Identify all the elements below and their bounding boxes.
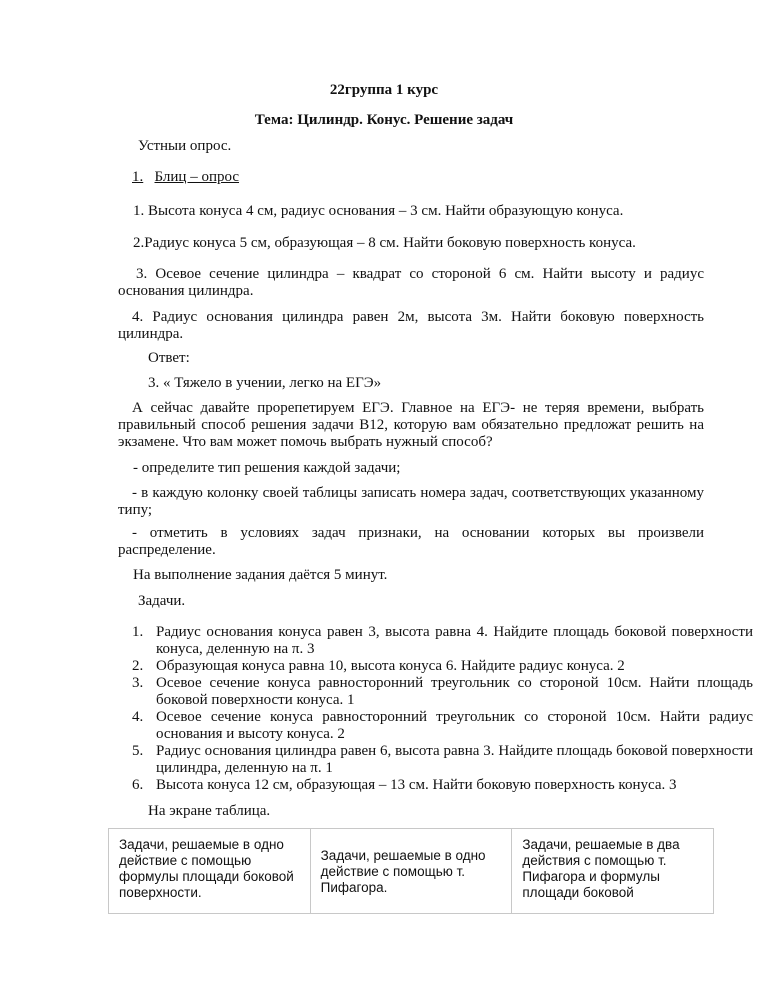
instruction-1: - определите тип решения каждой задачи;	[133, 460, 401, 476]
list-item-text: Осевое сечение конуса равносторонний треугольник со стороной 10см. Найти радиус основания и высоту конуса. 2	[156, 709, 753, 742]
list-item-text: Радиус основания цилиндра равен 6, высота равна 3. Найдите площадь боковой поверхности цилиндра, деленную на π. 1	[156, 743, 753, 776]
table-row	[109, 829, 714, 914]
section-3-intro: А сейчас давайте прорепетируем ЕГЭ. Главное на ЕГЭ- не теряя времени, выбрать правильный способ решения задачи В12, которую вам обязательно предложат решить на экзамене. Что вам может помочь выбрать нужный способ?	[118, 400, 704, 450]
list-item-text: Образующая конуса равна 10, высота конуса 6. Найдите радиус конуса. 2	[156, 658, 625, 674]
topic-heading: Тема: Цилиндр. Конус. Решение задач	[254, 112, 514, 128]
list-item-number: 3.	[132, 675, 144, 691]
tasks-title: Задачи.	[138, 593, 186, 609]
answer-label: Ответ:	[148, 350, 190, 366]
blitz-label: Блиц – опрос	[154, 169, 240, 185]
list-item	[132, 624, 753, 658]
list-item-number: 4.	[132, 709, 144, 725]
classification-table	[108, 828, 714, 914]
table-cell-one-step-pythagoras: Задачи, решаемые в одно действие с помощью т. Пифагора.	[310, 829, 512, 914]
list-item	[132, 709, 753, 743]
list-item-text: Осевое сечение конуса равносторонний треугольник со стороной 10см. Найти площадь боковой поверхности конуса. 1	[156, 675, 753, 708]
table-cell-two-step: Задачи, решаемые в два действия с помощью т. Пифагора и формулы площади боковой	[512, 829, 714, 914]
question-1: 1. Высота конуса 4 см, радиус основания – 3 см. Найти образующую конуса.	[133, 203, 624, 219]
list-item	[132, 777, 753, 794]
list-item-number: 2.	[132, 658, 144, 674]
blitz-number: 1.	[132, 169, 144, 185]
oral-survey-title: Устныи опрос.	[138, 138, 232, 154]
table-cell-one-step-area: Задачи, решаемые в одно действие с помощью формулы площади боковой поверхности.	[109, 829, 311, 914]
list-item-text: Радиус основания конуса равен 3, высота равна 4. Найдите площадь боковой поверхности конуса, деленную на π. 3	[156, 624, 753, 657]
instruction-2: - в каждую колонку своей таблицы записать номера задач, соответствующих указанному типу;	[118, 485, 704, 518]
task-list	[116, 624, 753, 794]
list-item	[132, 743, 753, 777]
instruction-3: - отметить в условиях задач признаки, на основании которых вы произвели распределение.	[118, 525, 704, 558]
question-2: 2.Радиус конуса 5 см, образующая – 8 см. Найти боковую поверхность конуса.	[133, 235, 636, 251]
list-item-number: 1.	[132, 624, 144, 640]
section-3-title: 3. « Тяжело в учении, легко на ЕГЭ»	[148, 375, 382, 391]
screen-table-label: На экране таблица.	[148, 803, 271, 819]
list-item	[132, 658, 753, 675]
time-limit: На выполнение задания даётся 5 минут.	[133, 567, 388, 583]
list-item	[132, 675, 753, 709]
blitz-heading	[132, 169, 239, 186]
group-heading: 22группа 1 курс	[329, 82, 439, 98]
question-3: 3. Осевое сечение цилиндра – квадрат со стороной 6 см. Найти высоту и радиус основания цилиндра.	[118, 266, 704, 299]
list-item-number: 5.	[132, 743, 144, 759]
list-item-text: Высота конуса 12 см, образующая – 13 см. Найти боковую поверхность конуса. 3	[156, 777, 677, 793]
list-item-number: 6.	[132, 777, 144, 793]
question-4: 4. Радиус основания цилиндра равен 2м, высота 3м. Найти боковую поверхность цилиндра.	[118, 309, 704, 342]
